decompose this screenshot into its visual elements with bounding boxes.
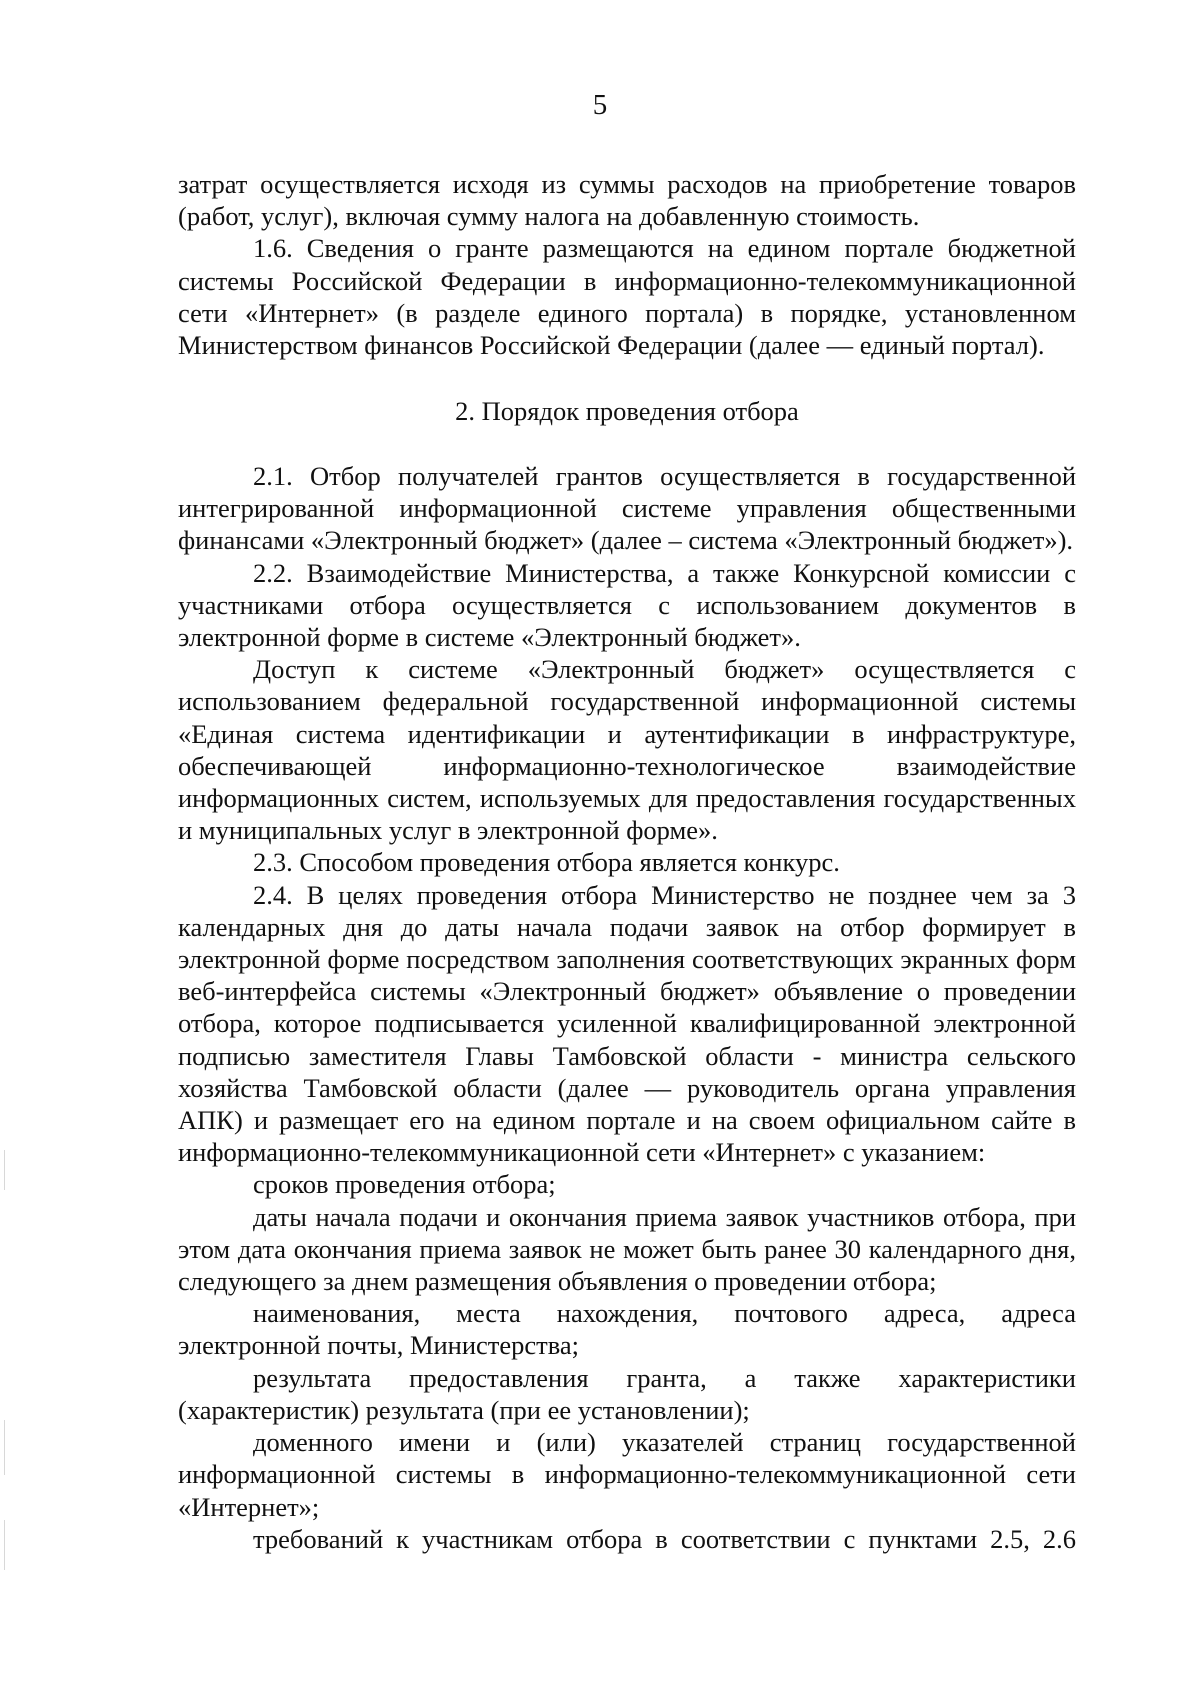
section-2-text [178,460,1076,1555]
scan-margin-mark [4,1150,5,1190]
paragraph-2-2: 2.2. Взаимодействие Министерства, а также Конкурсной комиссии с участниками отбора осуществляется с использованием документов в электронной форме в системе «Электронный бюджет». [178,557,1076,653]
paragraph-2-1: 2.1. Отбор получателей грантов осуществляется в государственной интегрированной информационной системе управления общественными финансами «Электронный бюджет» (далее – система «Электронный бюджет»). [178,461,1076,556]
section-heading: 2. Порядок проведения отбора [455,396,799,426]
list-item-domain: доменного имени и (или) указателей страниц государственной информационной системы в информационно-телекоммуникационной сети «Интернет»; [178,1427,1076,1522]
intro-text [178,168,1076,361]
page-number: 5 [592,89,608,121]
list-item-dates: даты начала подачи и окончания приема заявок участников отбора, при этом дата окончания приема заявок не может быть ранее 30 календарного дня, следующего за днем размещения объявления о проведении отбора; [178,1201,1076,1297]
list-item-result: результата предоставления гранта, а также характеристики (характеристик) результата (при ее установлении); [178,1362,1076,1425]
paragraph-continuation: затрат осуществляется исходя из суммы расходов на приобретение товаров (работ, услуг), включая сумму налога на добавленную стоимость. [178,169,1076,232]
paragraph-access: Доступ к системе «Электронный бюджет» осуществляется с использованием федеральной государственной информационной системы «Единая система идентификации и аутентификации в инфраструктуре, обеспечивающей информационно-технологическое взаимодействие информационных систем, используемых для предоставления государственных и муниципальных услуг в электронной форме». [178,654,1076,846]
list-item-terms: сроков проведения отбора; [253,1169,556,1200]
paragraph-1-6: 1.6. Сведения о гранте размещаются на едином портале бюджетной системы Российской Федерации в информационно-телекоммуникационной сети «Интернет» (в разделе единого портала) в порядке, установленном Министерством финансов Российской Федерации (далее — единый портал). [178,233,1076,361]
scan-margin-mark [4,1520,5,1570]
list-item-requirements: требований к участникам отбора в соответствии с пунктами 2.5, 2.6 [253,1523,1076,1554]
section-heading-block [178,395,1076,427]
paragraph-2-4: 2.4. В целях проведения отбора Министерство не позднее чем за 3 календарных дня до даты начала подачи заявок на отбор формирует в электронной форме посредством заполнения соответствующих экранных форм веб-интерфейса системы «Электронный бюджет» объявление о проведении отбора, которое подписывается усиленной квалифицированной электронной подписью заместителя Главы Тамбовской области - министра сельского хозяйства Тамбовской области (далее — руководитель органа управления АПК) и размещает его на едином портале и на своем официальном сайте в информационно-телекоммуникационной сети «Интернет» с указанием: [178,879,1076,1168]
paragraph-2-3: 2.3. Способом проведения отбора является конкурс. [253,847,840,878]
list-item-contacts: наименования, места нахождения, почтового адреса, адреса электронной почты, Министерства; [178,1298,1076,1361]
scan-margin-mark [4,1420,5,1475]
